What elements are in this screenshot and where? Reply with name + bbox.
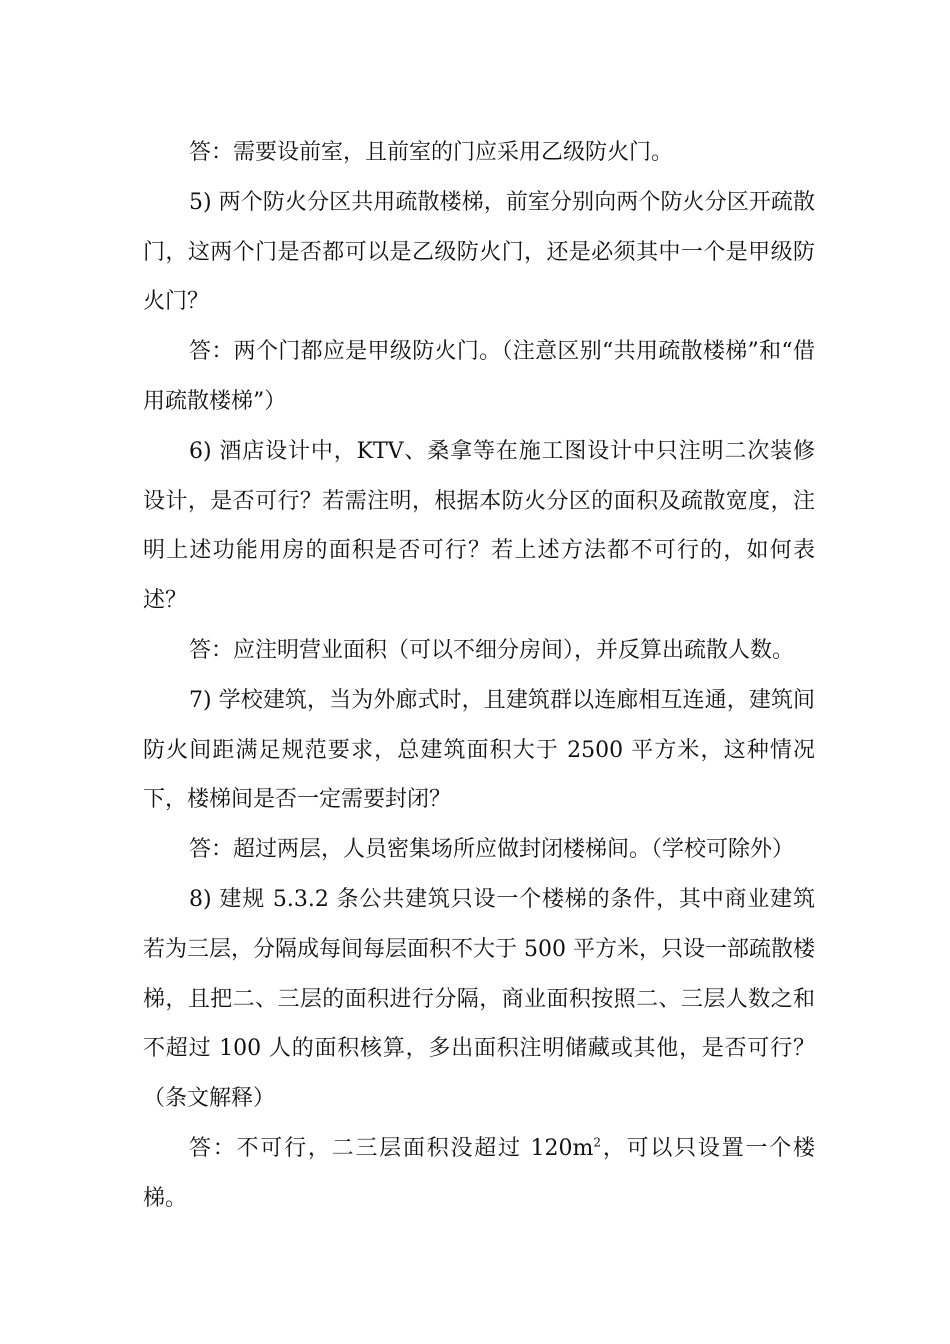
answer-paragraph-6: 答：应注明营业面积（可以不细分房间），并反算出疏散人数。: [189, 637, 795, 663]
square-superscript: 2: [593, 1135, 602, 1150]
answer-8-text: 答：不可行，二三层面积没超过 120m: [189, 1135, 594, 1161]
answer-paragraph-7: 答：超过两层，人员密集场所应做封闭楼梯间。（学校可除外）: [189, 837, 795, 863]
answer-8-text-end: ，可以只设置一个楼梯。: [143, 1135, 815, 1211]
answer-paragraph-4: 答：需要设前室，且前室的门应采用乙级防火门。: [189, 140, 674, 165]
question-paragraph-6: 6) 酒店设计中，KTV、桑拿等在施工图设计中只注明二次装修设计，是否可行？若需注明，根据本防火分区的面积及疏散宽度，注明上述功能用房的面积是否可行？若上述方法都不可行的，如何表述？: [143, 438, 815, 614]
answer-paragraph-8: [143, 1124, 815, 1224]
question-paragraph-7: 7) 学校建筑，当为外廊式时，且建筑群以连廊相互连通，建筑间防火间距满足规范要求，总建筑面积大于 2500 平方米，这种情况下，楼梯间是否一定需要封闭？: [143, 687, 815, 813]
document-body: [143, 128, 815, 1224]
answer-paragraph-5: 答：两个门都应是甲级防火门。（注意区别“共用疏散楼梯”和“借用疏散楼梯”）: [143, 339, 815, 414]
question-paragraph-5: 5) 两个防火分区共用疏散楼梯，前室分别向两个防火分区开疏散门，这两个门是否都可以是乙级防火门，还是必须其中一个是甲级防火门？: [143, 189, 815, 315]
question-paragraph-8: 8) 建规 5.3.2 条公共建筑只设一个楼梯的条件，其中商业建筑若为三层，分隔成每间每层面积不大于 500 平方米，只设一部疏散楼梯，且把二、三层的面积进行分隔，商业面积按照二、三层人数之和不超过 100 人的面积核算，多出面积注明储藏或其他，是否可行？（条文解释）: [143, 886, 815, 1112]
